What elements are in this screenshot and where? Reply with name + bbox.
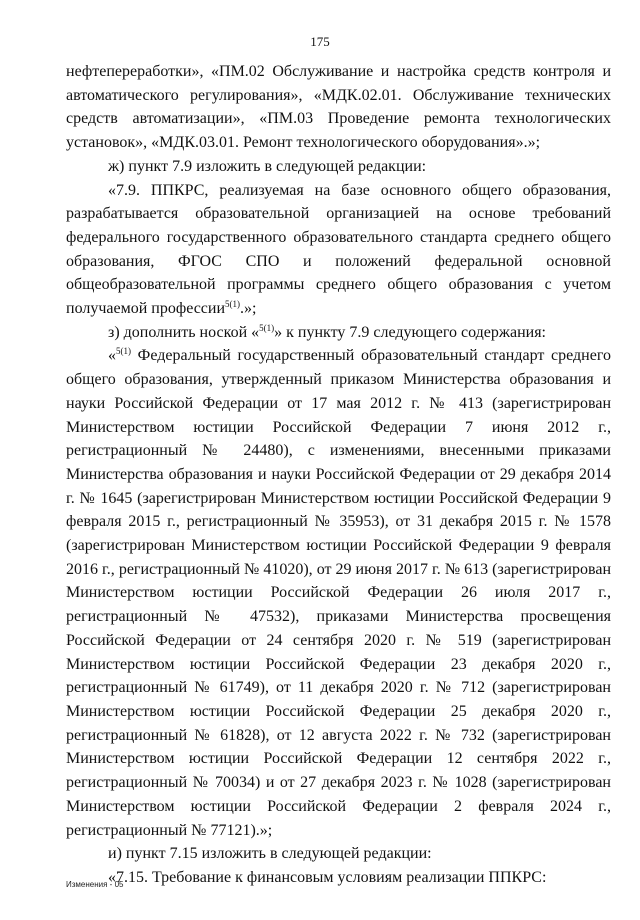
footer-revision-note: Изменения - 05 bbox=[66, 880, 124, 889]
footnote-open-quote: « bbox=[108, 347, 116, 365]
footnote-mark-5-1: 5(1) bbox=[259, 322, 275, 333]
paragraph-clause-7-15: «7.15. Требование к финансовым условиям реализации ППКРС: bbox=[108, 868, 547, 886]
clause-7-9-text: «7.9. ППКРС, реализуемая на базе основного общего образования, разрабатывается образовательной организацией на основе требований федерального государственного образовательного стандарта среднего общего образования, ФГОС СПО и положений федеральной основной общеобразовательной программы среднего общего образования с учетом получаемой профессии bbox=[66, 181, 611, 318]
paragraph-item-z bbox=[66, 321, 611, 345]
paragraph-clause-7-9 bbox=[66, 179, 611, 321]
paragraph-specialty-list: нефтепереработки», «ПМ.02 Обслуживание и настройка средств контроля и автоматического регулирования», «МДК.02.01. Обслуживание технических средств автоматизации», «ПМ.03 Проведение ремонта технологических установок», «МДК.03.01. Ремонт технологического оборудования».»; bbox=[66, 63, 611, 152]
footnote-ref-5-1: 5(1) bbox=[225, 299, 241, 310]
item-z-end: » к пункту 7.9 следующего содержания: bbox=[274, 323, 546, 341]
page-number: 175 bbox=[310, 34, 330, 49]
paragraph-footnote-5-1 bbox=[66, 344, 611, 842]
paragraph-item-zh: ж) пункт 7.9 изложить в следующей редакции: bbox=[108, 157, 427, 175]
clause-7-9-end: .»; bbox=[240, 300, 257, 318]
footnote-text: Федеральный государственный образовательный стандарт среднего общего образования, утвержденный приказом Министерства образования и науки Российской Федерации от 17 мая 2012 г. № 413 (зарегистрирован Министерством юстиции Российской Федерации 7 июня 2012 г., регистрационный № 24480), с изменениями, внесенными приказами Министерства образования и науки Российской Федерации от 29 декабря 2014 г. № 1645 (зарегистрирован Министерством юстиции Российской Федерации 9 февраля 2015 г., регистрационный № 35953), от 31 декабря 2015 г. № 1578 (зарегистрирован Министерством юстиции Российской Федерации 9 февраля 2016 г., регистрационный № 41020), от 29 июня 2017 г. № 613 (зарегистрирован Министерством юстиции Российской Федерации 26 июля 2017 г., регистрационный № 47532), приказами Министерства просвещения Российской Федерации от 24 сентября 2020 г. № 519 (зарегистрирован Министерством юстиции Российской Федерации 23 декабря 2020 г., регистрационный № 61749), от 11 декабря 2020 г. № 712 (зарегистрирован Министерством юстиции Российской Федерации 25 декабря 2020 г., регистрационный № 61828), от 12 августа 2022 г. № 732 (зарегистрирован Министерством юстиции Российской Федерации 12 сентября 2022 г., регистрационный № 70034) и от 27 декабря 2023 г. № 1028 (зарегистрирован Министерством юстиции Российской Федерации 2 февраля 2024 г., регистрационный № 77121).»; bbox=[66, 347, 611, 839]
paragraph-item-i: и) пункт 7.15 изложить в следующей редакции: bbox=[108, 845, 432, 863]
body-text bbox=[66, 60, 611, 890]
footnote-number-5-1: 5(1) bbox=[116, 346, 131, 357]
item-z-start: з) дополнить ноской « bbox=[108, 323, 260, 341]
